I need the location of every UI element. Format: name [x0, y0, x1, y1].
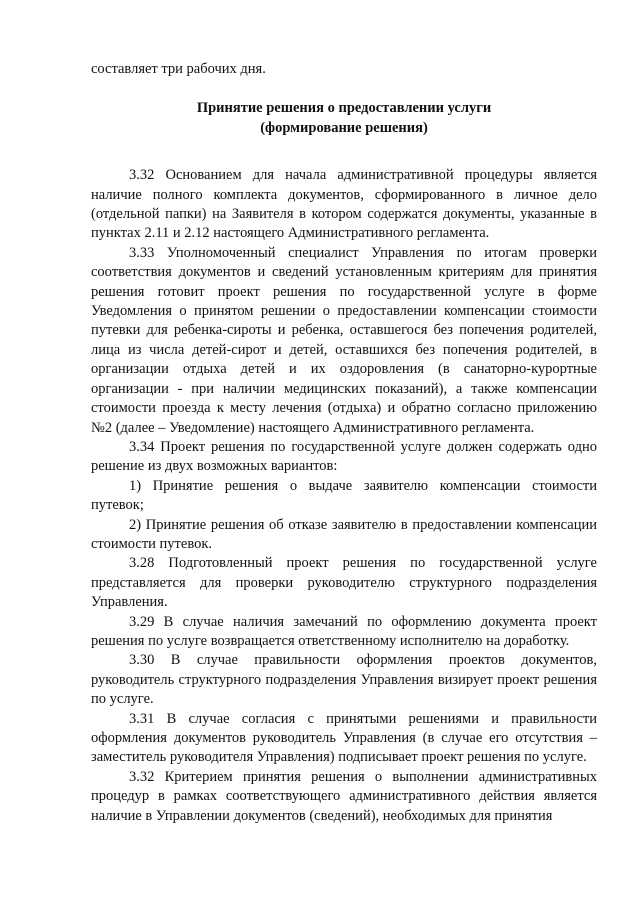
paragraph-3-32-criteria: 3.32 Критерием принятия решения о выполнении административных процедур в рамках соответствующего административного действия является наличие в Управлении документов (сведений), необходимых для принятия: [91, 768, 597, 824]
paragraph-3-31-sign: 3.31 В случае согласия с принятыми решениями и правильности оформления документов руководитель Управления (в случае его отсутствия – заместитель руководителя Управления) подписывает проект решения по услуге.: [91, 710, 597, 766]
section-heading-line-1: Принятие решения о предоставлении услуги: [196, 100, 492, 117]
section-heading-line-2: (формирование решения): [260, 119, 428, 136]
paragraph-3-28-check: 3.28 Подготовленный проект решения по государственной услуге представляется для проверки руководителю структурного подразделения Управления.: [91, 555, 597, 611]
paragraph-3-32-basis: 3.32 Основанием для начала административной процедуры является наличие полного комплекта документов, сформированного в личное дело (отдельной папки) на Заявителя в котором содержатся документы, указанные в пунктах 2.11 и 2.12 настоящего Административного регламента.: [91, 167, 597, 242]
list-item-1-approval: 1) Принятие решения о выдаче заявителю компенсации стоимости путевок;: [91, 477, 597, 514]
section-heading: [91, 99, 597, 138]
paragraph-3-29-remarks: 3.29 В случае наличия замечаний по оформлению документа проект решения по услуге возвращается ответственному исполнителю на доработку.: [91, 613, 597, 649]
paragraph-3-33-specialist: 3.33 Уполномоченный специалист Управления по итогам проверки соответствия документов и сведений установленным критериям для принятия решения готовит проект решения по государственной услуге в форме Уведомления о принятом решении о предоставлении компенсации стоимости путевки для ребенка-сироты и ребенка, оставшегося без попечения родителей, лица из числа детей-сирот и детей, оставшихся без попечения родителей, в организации отдыха детей и их оздоровления (в санаторно-курортные организации - при наличии медицинских показаний), а также компенсации стоимости проезда к месту лечения (отдыха) и обратно согласно приложению №2 (далее – Уведомление) настоящего Административного регламента.: [91, 244, 597, 436]
paragraph-3-30-approve: 3.30 В случае правильности оформления проектов документов, руководитель структурного подразделения Управления визирует проект решения по услуге.: [91, 652, 597, 708]
document-body: [91, 60, 597, 826]
paragraph-3-34-project: 3.34 Проект решения по государственной услуге должен содержать одно решение из двух возможных вариантов:: [91, 438, 597, 475]
lead-text: составляет три рабочих дня.: [91, 61, 266, 77]
list-item-2-refusal: 2) Принятие решения об отказе заявителю в предоставлении компенсации стоимости путевок.: [91, 516, 597, 552]
